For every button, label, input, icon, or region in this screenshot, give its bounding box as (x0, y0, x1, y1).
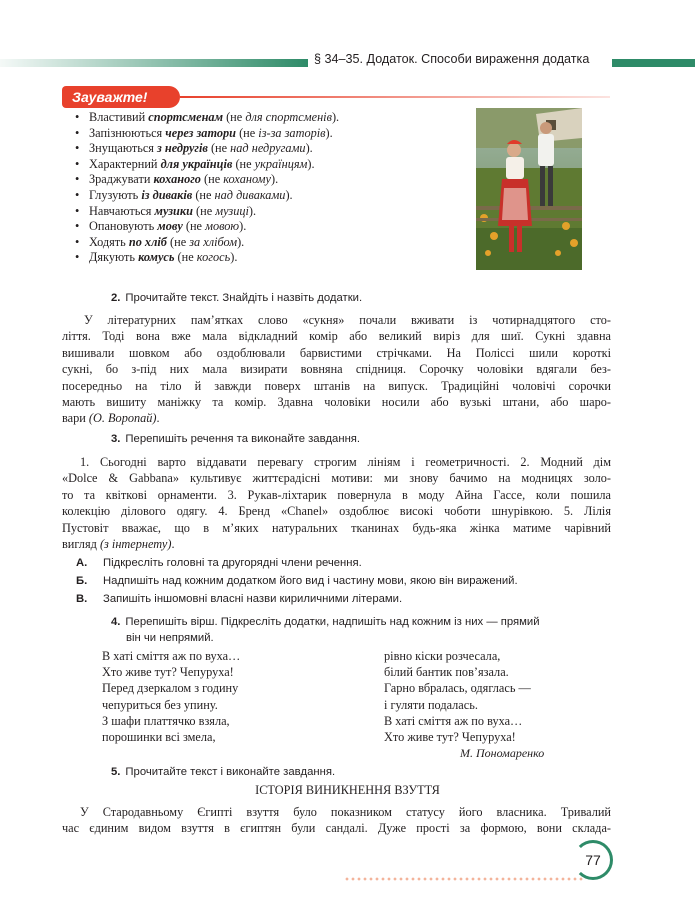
subtask-c: В. Запишіть іншомовні власні назви кириличними літерами. (76, 593, 403, 605)
task-3-instruction: 3. Перепишіть речення та виконайте завдання. (111, 433, 361, 445)
note-label: Зауважте! (72, 89, 148, 105)
story-title: ІСТОРІЯ ВИНИКНЕННЯ ВЗУТТЯ (255, 783, 440, 797)
task-number: 2. (111, 292, 121, 304)
poem-line: і гуляти подалась. (384, 697, 478, 712)
text-line: ліття. Тоді вона вже мала відкладний комір або великий виріз для шиї. Сукні здавна (62, 329, 611, 344)
text-line: «Dolce & Gabbana» культивує життєрадісні мотиви: ми знову бачимо на модницях золо- (62, 471, 611, 486)
poem-line: Перед дзеркалом з годину (102, 681, 239, 696)
list-item: • Знущаються з недругів (не над недругами). (75, 141, 313, 156)
section-title: § 34–35. Додаток. Способи вираження додатка (314, 52, 590, 66)
text-line: сукні, бо з-під них мала визирати вовняна спідниця. Сорочку чоловіки вдягали без- (62, 362, 611, 377)
list-item: • Характерний для українців (не українцям). (75, 156, 315, 171)
text-line: посередньо на тіло й завжди поверх штанів на випуск. Традиційні чоловічі сорочки (62, 378, 611, 393)
task-number: 4. (111, 616, 121, 628)
source: (О. Воропай) (88, 411, 157, 426)
poem-line: Хто живе тут? Чепуруха! (384, 730, 516, 745)
poem-left-column (102, 648, 240, 745)
text-line: вари (О. Воропай). (62, 411, 160, 426)
photo-couple-in-embroidered-shirts (476, 108, 582, 270)
task-number: 5. (111, 766, 121, 778)
footer-dots (344, 877, 584, 881)
list-item: • Запізнюються через затори (не із-за заторів). (75, 125, 333, 140)
poem-right-column (384, 648, 531, 745)
list-item: • Опановують мову (не мовою). (75, 219, 247, 234)
note-list (75, 110, 475, 266)
header-rule-left (0, 59, 308, 67)
poem-line: рівно кіски розчесала, (384, 649, 501, 663)
text-line: то та квіткові орнаменти. 3. Рукав-ліхтарик повернула в моду Айна Гассе, коли пошила (62, 487, 611, 502)
poem-line: порошинки всі змела, (102, 730, 216, 745)
task-2-instruction: 2. Прочитайте текст. Знайдіть і назвіть додатки. (111, 292, 363, 304)
poem-author: М. Пономаренко (460, 746, 545, 760)
poem-line: Хто живе тут? Чепуруха! (102, 665, 234, 680)
list-item: • Глузують із диваків (не над диваками). (75, 187, 293, 202)
task-number: 3. (111, 433, 121, 445)
task-2-text (62, 312, 611, 427)
poem-line: білий бантик пов’язала. (384, 665, 509, 680)
task-5-instruction: 5. Прочитайте текст і виконайте завдання. (111, 766, 336, 778)
list-item: • Дякують комусь (не когось). (75, 250, 238, 265)
poem-line: В хаті сміття аж по вуха… (384, 713, 523, 728)
list-item: • Ходять по хліб (не за хлібом). (75, 234, 245, 249)
subtask-b: Б. Надпишіть над кожним додатком його вид і частину мови, якою він виражений. (76, 575, 518, 587)
note-label-tag (62, 86, 180, 108)
task-4-instruction: 4. Перепишіть вірш. Підкресліть додатки, надпишіть над кожним із них — прямий (111, 616, 540, 628)
text-line: У літературних пам’ятках слово «сукня» почали вживати із чотирнадцятого сто- (84, 313, 611, 327)
task-5-text (62, 804, 611, 837)
subtask-a: А. Підкресліть головні та другорядні члени речення. (76, 557, 362, 569)
poem-line: З шафи платтячко взяла, (102, 713, 230, 728)
text-line: мають вишиту маніжку та комір. Здавна чоловіки носили або вузькі штани, або шаро- (62, 395, 611, 410)
text-line: вишивали шовком або оздоблювали барвистими стрічками. На Поліссі шили короткі (62, 345, 611, 360)
text-line: У Стародавньому Єгипті взуття було показником статусу його власника. Тривалий (80, 805, 611, 819)
note-divider (180, 96, 610, 98)
poem-line: чепуриться без упину. (102, 697, 218, 712)
poem-line: В хаті сміття аж по вуха… (102, 649, 241, 663)
text-line: 1. Сьогодні варто віддавати перевагу строгим лініям і геометричності. 2. Модний дім (80, 455, 611, 469)
source: (з інтернету) (99, 537, 172, 552)
task-4-instruction-cont: він чи непрямий. (126, 632, 214, 644)
text-line: колекцію ділового одягу. 4. Бренд «Chanel» оздоблює високі чоботи шнурівкою. 5. Лілія (62, 504, 611, 519)
list-item: • Навчаються музики (не музиці). (75, 203, 257, 218)
text-line: Пустовіт вважає, що в м’яких натуральних тканинах будь-яка жінка матиме чарівний (62, 520, 611, 535)
list-item: • Зраджувати коханого (не коханому). (75, 172, 279, 187)
text-line: час єдиним видом взуття в єгиптян були сандалі. Дуже прості за формою, вони склада- (62, 821, 611, 836)
task-3-text (62, 454, 611, 552)
list-item: • Властивий спортсменам (не для спортсменів). (75, 110, 340, 124)
text-line: вигляд (з інтернету). (62, 537, 175, 552)
header-rule-right (612, 59, 695, 67)
page-number: 77 (585, 852, 601, 868)
poem-line: Гарно вбралась, одяглась — (384, 681, 531, 696)
